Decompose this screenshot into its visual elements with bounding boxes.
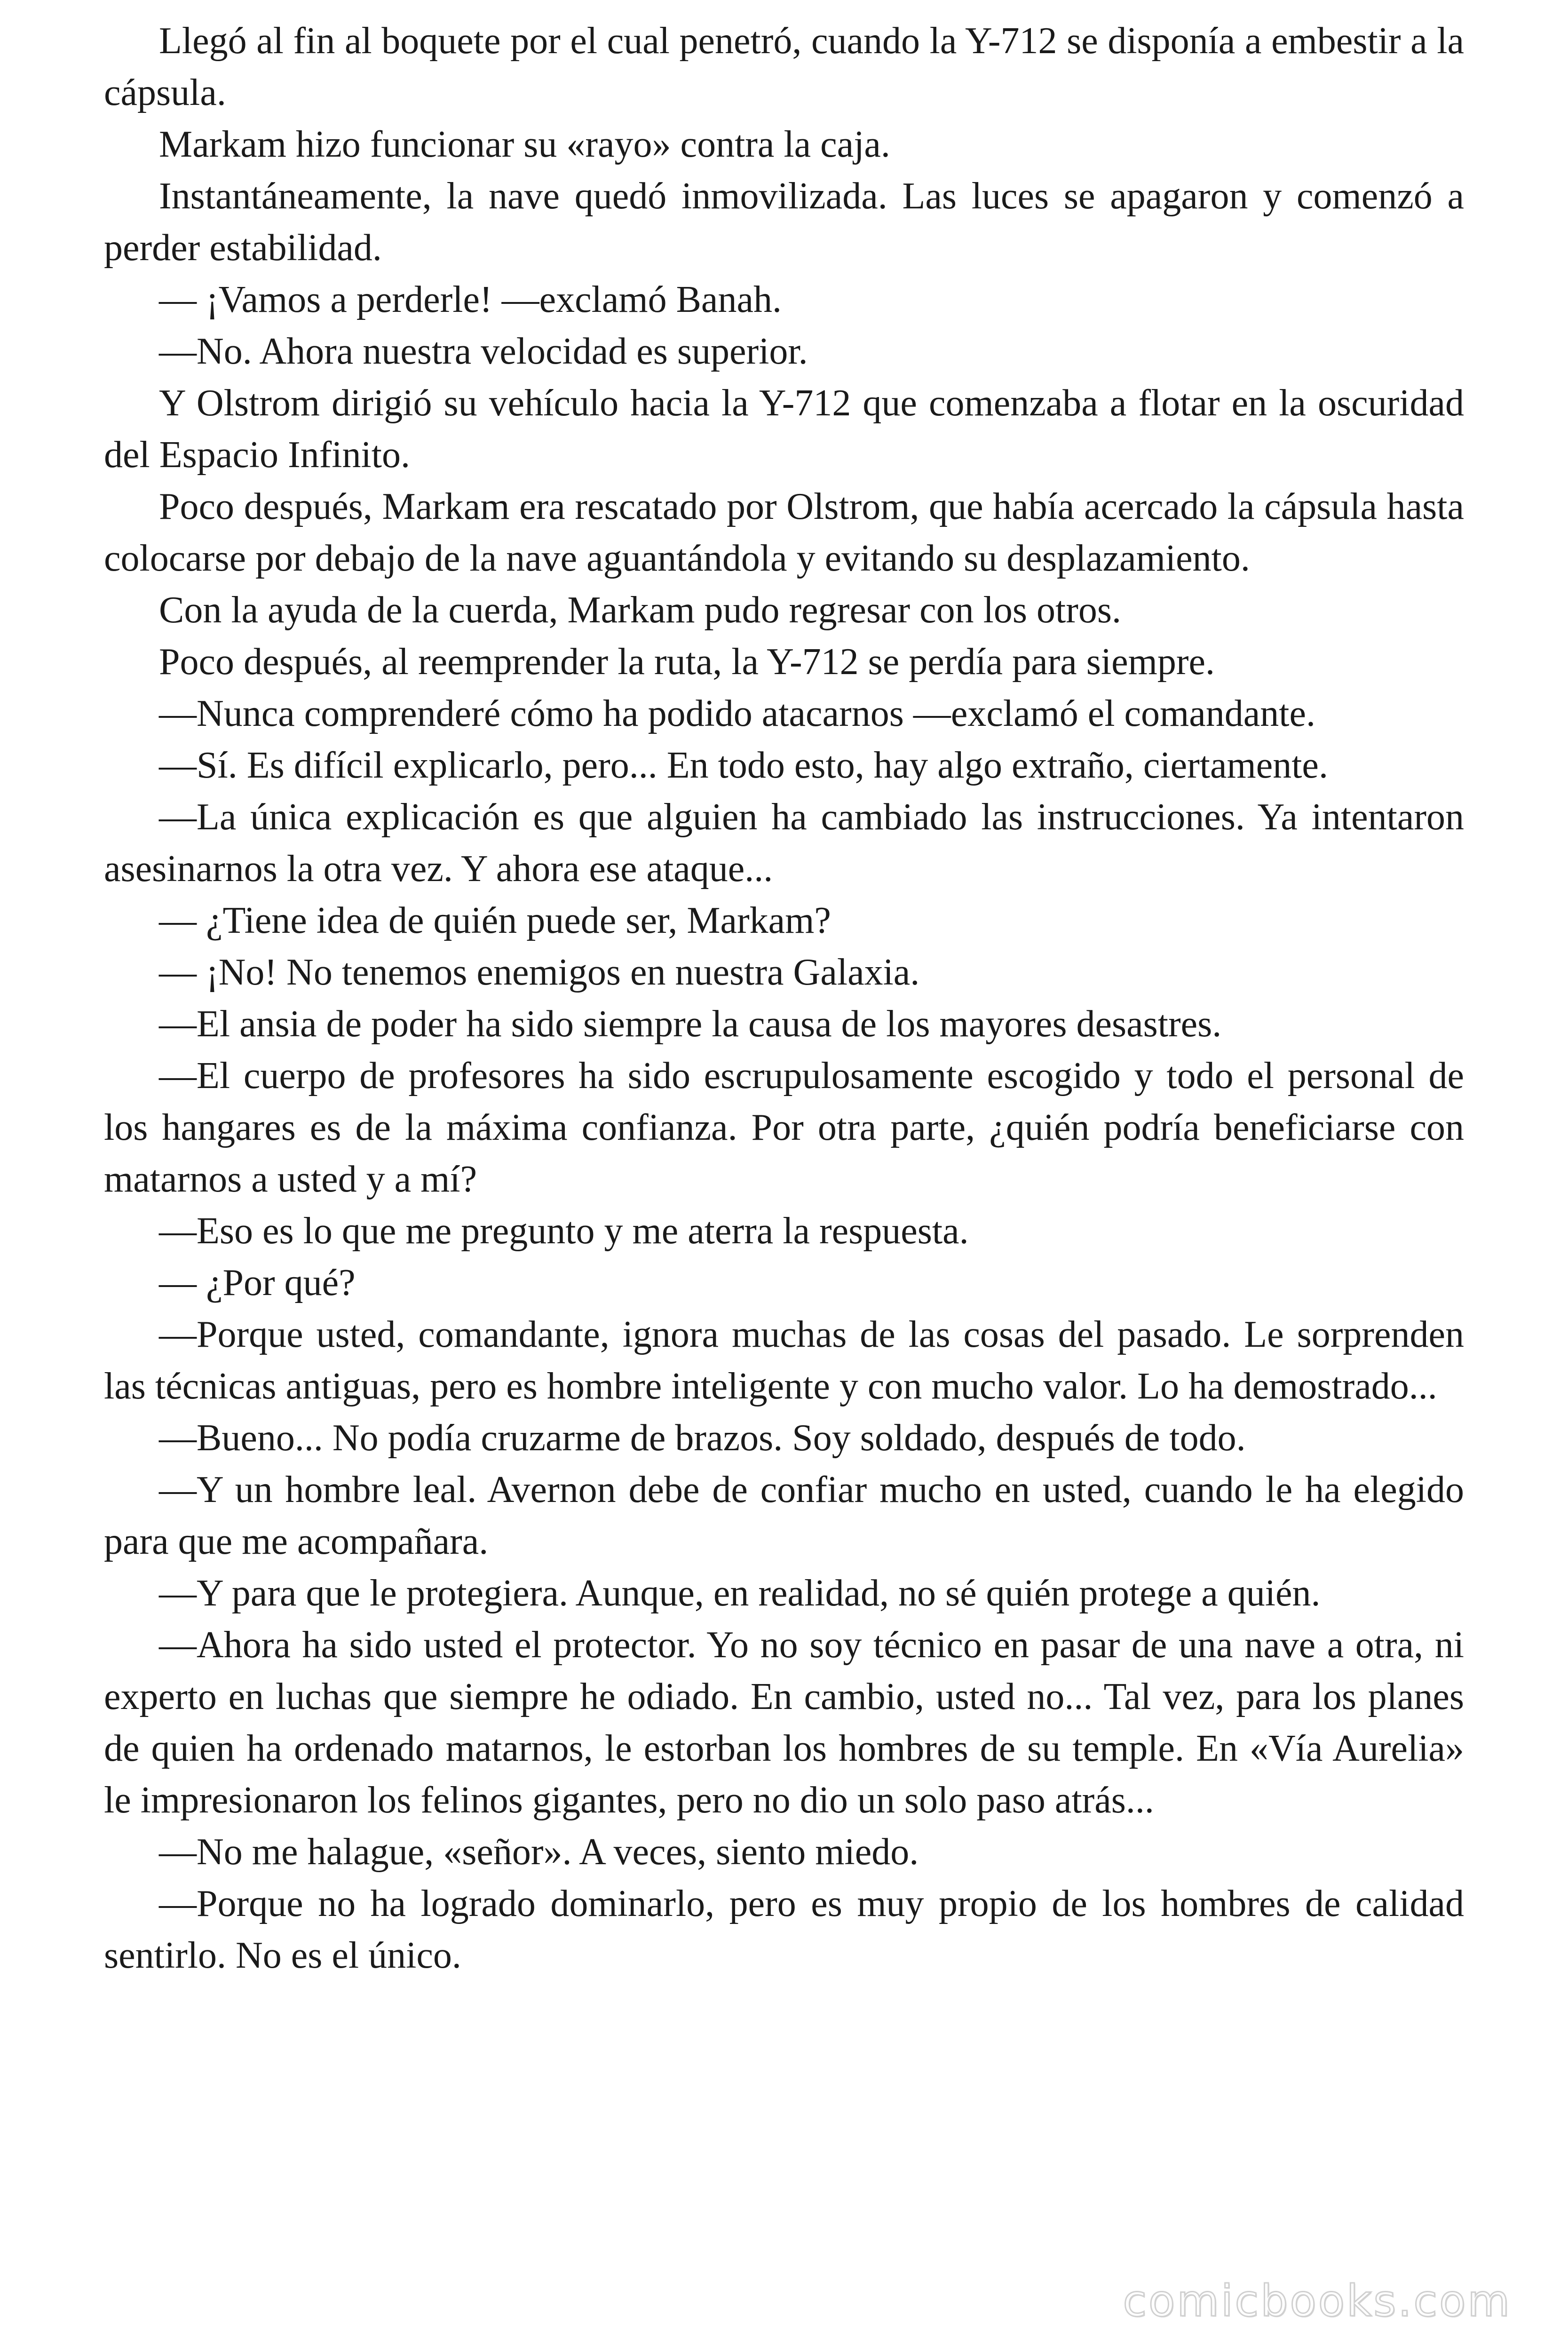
paragraph: Poco después, al reemprender la ruta, la Y-712 se perdía para siempre. — [159, 641, 1215, 683]
paragraph: — ¿Por qué? — [159, 1262, 356, 1303]
paragraph: Poco después, Markam era rescatado por Olstrom, que había acercado la cápsula hasta colocarse por debajo de la nave aguantándola y evitando su desplazamiento. — [104, 486, 1464, 579]
paragraph: —No me halague, «señor». A veces, siento miedo. — [159, 1831, 919, 1873]
page-body — [104, 15, 1464, 2301]
paragraph: —La única explicación es que alguien ha cambiado las instrucciones. Ya intentaron asesinarnos la otra vez. Y ahora ese ataque... — [104, 796, 1464, 890]
paragraph: —Y para que le protegiera. Aunque, en realidad, no sé quién protege a quién. — [159, 1573, 1321, 1614]
paragraph: —El ansia de poder ha sido siempre la causa de los mayores desastres. — [159, 1003, 1222, 1045]
paragraph: —No. Ahora nuestra velocidad es superior. — [159, 331, 808, 372]
paragraph: —Eso es lo que me pregunto y me aterra la respuesta. — [159, 1210, 969, 1252]
paragraph: —El cuerpo de profesores ha sido escrupulosamente escogido y todo el personal de los hangares es de la máxima confianza. Por otra parte, ¿quién podría beneficiarse con matarnos a usted y a mí? — [104, 1055, 1464, 1200]
paragraph: —Porque usted, comandante, ignora muchas de las cosas del pasado. Le sorprenden las técnicas antiguas, pero es hombre inteligente y con mucho valor. Lo ha demostrado... — [104, 1314, 1464, 1407]
watermark: comicbooks.com — [1123, 2276, 1512, 2326]
paragraph: —Nunca comprenderé cómo ha podido atacarnos —exclamó el comandante. — [159, 693, 1316, 734]
paragraph: —Ahora ha sido usted el protector. Yo no soy técnico en pasar de una nave a otra, ni experto en luchas que siempre he odiado. En cambio, usted no... Tal vez, para los planes de quien ha ordenado matarnos, le estorban los hombres de su temple. En «Vía Aurelia» le impresionaron los felinos gigantes, pero no dio un solo paso atrás... — [104, 1624, 1464, 1821]
paragraph: Markam hizo funcionar su «rayo» contra la caja. — [159, 124, 890, 165]
paragraph: Y Olstrom dirigió su vehículo hacia la Y-712 que comenzaba a flotar en la oscuridad del Espacio Infinito. — [104, 382, 1464, 476]
paragraph: Con la ayuda de la cuerda, Markam pudo regresar con los otros. — [159, 589, 1121, 631]
paragraph: — ¿Tiene idea de quién puede ser, Markam? — [159, 900, 831, 941]
paragraph: Llegó al fin al boquete por el cual penetró, cuando la Y-712 se disponía a embestir a la cápsula. — [104, 20, 1464, 113]
paragraph: Instantáneamente, la nave quedó inmovilizada. Las luces se apagaron y comenzó a perder estabilidad. — [104, 175, 1464, 269]
paragraph: —Y un hombre leal. Avernon debe de confiar mucho en usted, cuando le ha elegido para que me acompañara. — [104, 1469, 1464, 1562]
paragraph: — ¡Vamos a perderle! —exclamó Banah. — [159, 279, 782, 320]
paragraph: —Bueno... No podía cruzarme de brazos. Soy soldado, después de todo. — [159, 1417, 1246, 1459]
paragraph: — ¡No! No tenemos enemigos en nuestra Galaxia. — [159, 952, 920, 993]
paragraph: —Porque no ha logrado dominarlo, pero es muy propio de los hombres de calidad sentirlo. No es el único. — [104, 1883, 1464, 1976]
paragraph: —Sí. Es difícil explicarlo, pero... En todo esto, hay algo extraño, ciertamente. — [159, 745, 1328, 786]
